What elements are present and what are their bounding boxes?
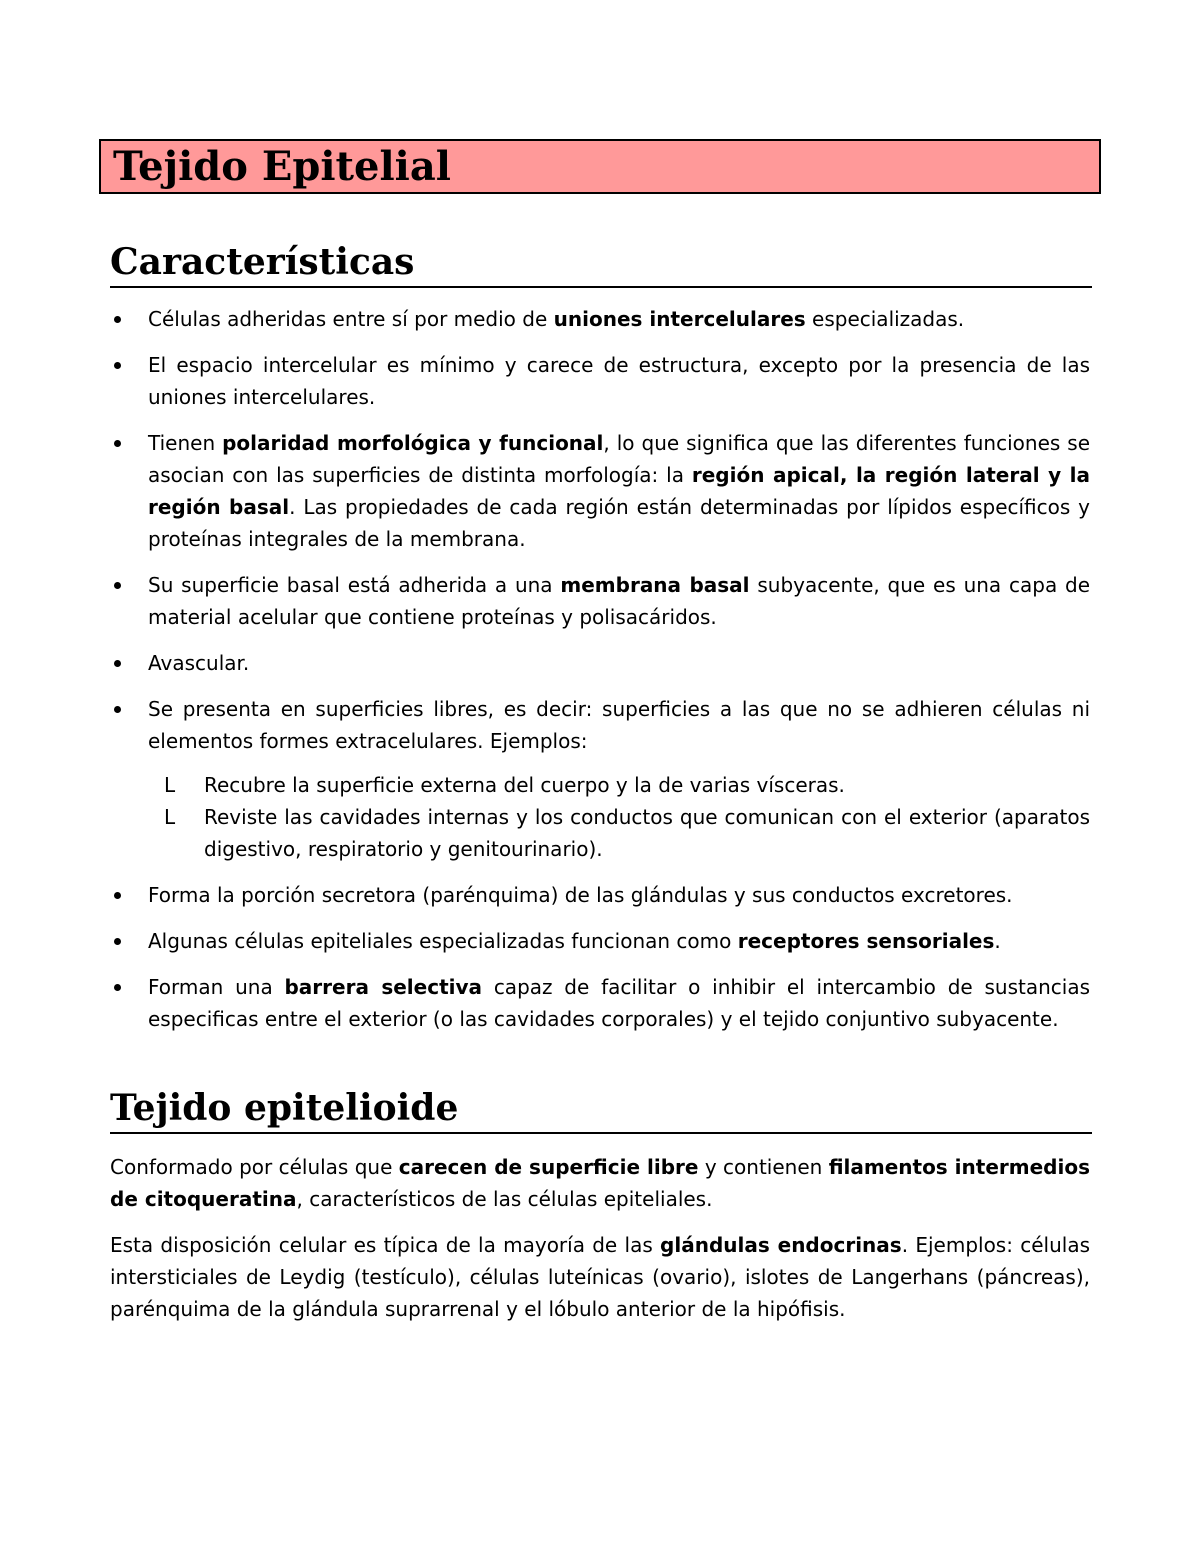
list-item: Tienen polaridad morfológica y funcional, lo que significa que las diferentes funciones se asocian con las superficies de distinta morfología: la región apical, la región lateral y la región basal. Las propiedades de cada región están determinadas por lípidos específicos y proteínas integrales de la membrana. [110,427,1090,555]
bullet-icon [114,938,121,945]
bullet-icon [114,706,121,713]
characteristics-list [110,303,1090,1049]
bullet-icon [114,316,121,323]
paragraph-conformado: Conformado por células que carecen de superficie libre y contienen filamentos intermedios de citoqueratina, característicos de las células epiteliales. [110,1155,1090,1211]
bullet-icon [114,362,121,369]
bullet-icon [114,582,121,589]
list-item: Avascular. [110,647,1090,679]
bullet-icon [114,660,121,667]
bullet-icon [114,892,121,899]
list-item: Células adheridas entre sí por medio de uniones intercelulares especializadas. [110,303,1090,335]
sub-list-item: Ⅼ Recubre la superficie externa del cuerpo y la de varias vísceras. [148,769,1090,801]
list-item: Se presenta en superficies libres, es decir: superficies a las que no se adhieren células ni elementos formes extracelulares. Ejemplos: Ⅼ Recubre la superficie externa del cuerpo y la de varias vísceras. Ⅼ Reviste las cavidades internas y los conductos que comunican con el exterior (aparatos digestivo, respiratorio y genitourinario). [110,693,1090,865]
paragraph-disposicion: Esta disposición celular es típica de la mayoría de las glándulas endocrinas. Ejemplos: células intersticiales de Leydig (testículo), células luteínicas (ovario), islotes de Langerhans (páncreas), parénquima de la glándula suprarrenal y el lóbulo anterior de la hipófisis. [110,1233,1090,1321]
bullet-icon [114,984,121,991]
list-item: El espacio intercelular es mínimo y carece de estructura, excepto por la presencia de las uniones intercelulares. [110,349,1090,413]
sub-bullet-icon: Ⅼ [164,773,176,797]
list-item: Su superficie basal está adherida a una membrana basal subyacente, que es una capa de material acelular que contiene proteínas y polisacáridos. [110,569,1090,633]
section-heading-epitelioide: Tejido epitelioide [110,1086,1092,1134]
section-heading-caracteristicas: Características [110,240,1092,288]
sub-bullet-icon: Ⅼ [164,805,176,829]
list-item: Forman una barrera selectiva capaz de facilitar o inhibir el intercambio de sustancias especificas entre el exterior (o las cavidades corporales) y el tejido conjuntivo subyacente. [110,971,1090,1035]
bullet-icon [114,440,121,447]
page-title: Tejido Epitelial [99,139,1101,194]
examples-sublist [148,769,1090,865]
list-item: Forma la porción secretora (parénquima) de las glándulas y sus conductos excretores. [110,879,1090,911]
list-item: Algunas células epiteliales especializadas funcionan como receptores sensoriales. [110,925,1090,957]
sub-list-item: Ⅼ Reviste las cavidades internas y los conductos que comunican con el exterior (aparatos digestivo, respiratorio y genitourinario). [148,801,1090,865]
